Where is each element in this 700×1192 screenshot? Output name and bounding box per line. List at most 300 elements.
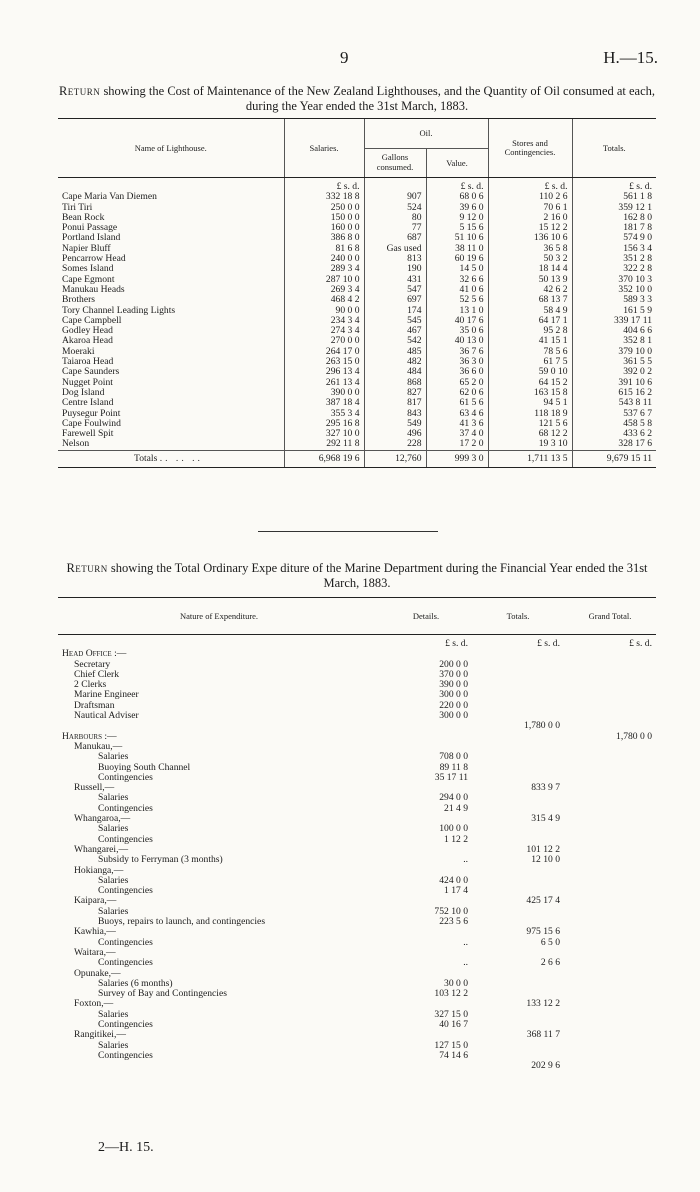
cell-grand [564,752,656,762]
cell-details: 327 15 0 [434,1008,468,1020]
cell-details: 89 11 8 [439,761,468,773]
cell-totals: 392 0 2 [572,367,656,377]
totals-label: Totals .. .. .. [58,450,284,467]
cell-salaries: 250 0 0 [284,203,364,213]
cell-totals: 352 10 0 [572,285,656,295]
cell-gallons: 524 [364,203,426,213]
cell-value: 68 0 6 [426,192,488,202]
cell-stores: 59 0 10 [488,367,572,377]
cell-grand [564,938,656,948]
units-row [58,635,656,650]
expenditure-row [58,917,656,927]
expenditure-row [58,958,656,968]
cell-details: 390 0 0 [439,679,468,691]
expenditure-row [58,804,656,814]
expenditure-label: Salaries (6 months) [98,977,173,989]
cell-grand [564,876,656,886]
lighthouse-row [58,439,656,450]
col-gallons-header: Gallons consumed. [364,148,426,178]
expenditure-label: Kawhia,— [74,926,116,938]
cell-totals: 328 17 6 [572,439,656,450]
cell-salaries: 386 8 0 [284,233,364,243]
page-number: 9 [340,48,349,67]
cell-details: 100 0 0 [439,823,468,835]
cell-grand [564,1061,656,1071]
cell-salaries: 289 3 4 [284,264,364,274]
cell-stores: 18 14 4 [488,264,572,274]
cell-gallons: 482 [364,357,426,367]
cell-gallons: 228 [364,439,426,450]
units-cell: £ s. d. [537,638,560,649]
cell-stores: 136 10 6 [488,233,572,243]
lighthouse-name-text: Dog Island [62,386,105,398]
cell-totals [472,876,564,886]
cell-grand [564,999,656,1009]
cell-salaries: 270 0 0 [284,336,364,346]
cell-value: 36 7 6 [426,347,488,357]
cell-gallons: 545 [364,316,426,326]
cell-details: .. [463,854,468,866]
cell-grand [564,948,656,958]
cell-totals: 425 17 4 [526,895,560,907]
cell-salaries: 332 18 8 [284,192,364,202]
expenditure-row [58,866,656,876]
cell-salaries: 264 17 0 [284,347,364,357]
cell-grand [564,763,656,773]
return2-title-text: showing the Total Ordinary Expe diture of the Marine Department during the Financial Year ended the 31st March, 1883. [110,561,648,590]
expenditure-label [58,1061,380,1071]
col-totals-header: Totals. [572,119,656,178]
cell-details: 127 15 0 [434,1039,468,1051]
expenditure-row [58,1061,656,1071]
cell-totals: 615 16 2 [572,388,656,398]
cell-value: 14 5 0 [426,264,488,274]
expenditure-label: Survey of Bay and Contingencies [98,988,227,1000]
cell-grand [564,866,656,876]
cell-salaries: 234 3 4 [284,316,364,326]
cell-value: 63 4 6 [426,409,488,419]
cell-stores: 36 5 8 [488,244,572,254]
lighthouse-name-text: Cape Foulwind [62,417,121,429]
cell-totals [472,979,564,989]
cell-details: 21 4 9 [444,802,468,814]
cell-grand [564,660,656,670]
cell-salaries: 287 10 0 [284,275,364,285]
cell-salaries: 261 13 4 [284,378,364,388]
lighthouse-name-text: Brothers [62,294,96,306]
cell-details: 35 17 11 [434,771,468,783]
cell-value: 40 17 6 [426,316,488,326]
expenditure-row [58,680,656,690]
lighthouse-name-text: Taiaroa Head [62,356,114,368]
cell-value: 38 11 0 [426,244,488,254]
cell-details: 708 0 0 [439,751,468,763]
lighthouse-name-text: Cape Egmont [62,273,115,285]
col-details-header: Details. [380,598,472,635]
cell-details [380,845,472,855]
cell-value: 60 19 6 [426,254,488,264]
cell-gallons: 907 [364,192,426,202]
lighthouse-name-text: Nugget Point [62,376,113,388]
cell-gallons: 542 [364,336,426,346]
page-footer-signature: 2—H. 15. [98,1140,154,1155]
return1-title-text: showing the Cost of Maintenance of the New Zealand Lighthouses, and the Quantity of Oil consumed at each, during the Year ended the 31st March, 1883. [103,84,656,113]
cell-gallons: 174 [364,306,426,316]
expenditure-row [58,742,656,752]
cell-totals: 352 8 1 [572,336,656,346]
cell-value: 17 2 0 [426,439,488,450]
lighthouse-name-text: Ponui Passage [62,222,118,234]
cell-details: 220 0 0 [439,699,468,711]
expenditure-label: Head Office :— [62,648,127,660]
cell-salaries: 355 3 4 [284,409,364,419]
col-oil-header: Oil. [364,119,488,149]
expenditure-label: Contingencies [98,1018,153,1030]
cell-details: 30 0 0 [444,977,468,989]
expenditure-label: Manukau,— [74,740,123,752]
expenditure-label: Chief Clerk [74,668,120,680]
total-salaries: 6,968 19 6 [284,450,364,467]
cell-details: 223 5 6 [439,916,468,928]
cell-salaries: 160 0 0 [284,223,364,233]
cell-totals: 133 12 2 [526,998,560,1010]
cell-grand [564,742,656,752]
cell-grand [564,855,656,865]
cell-grand [564,1041,656,1051]
lighthouse-name-text: Centre Island [62,397,114,409]
cell-value: 36 6 0 [426,367,488,377]
expenditure-row [58,690,656,700]
cell-gallons: 813 [364,254,426,264]
cell-grand [564,958,656,968]
cell-grand [564,773,656,783]
lighthouse-rows [58,178,656,451]
cell-totals: 361 5 5 [572,357,656,367]
cell-stores: 19 3 10 [488,439,572,450]
cell-stores: 78 5 6 [488,347,572,357]
expenditure-label: Russell,— [74,782,115,794]
cell-totals [472,660,564,670]
cell-gallons: 687 [364,233,426,243]
expenditure-row [58,649,656,659]
cell-value: 5 15 6 [426,223,488,233]
cell-gallons: 496 [364,429,426,439]
cell-value: 62 0 6 [426,388,488,398]
cell-gallons: 431 [364,275,426,285]
expenditure-label: Salaries [98,751,129,763]
total-stores: 1,711 13 5 [488,450,572,467]
cell-details [380,721,472,731]
cell-totals: 162 8 0 [572,213,656,223]
cell-totals: 156 3 4 [572,244,656,254]
document-reference: H.—15. [603,48,658,67]
expenditure-label: Foxton,— [74,998,114,1010]
expenditure-row [58,773,656,783]
cell-gallons: 827 [364,388,426,398]
cell-details: .. [463,936,468,948]
cell-value: 51 10 6 [426,233,488,243]
cell-totals: 12 10 0 [531,854,560,866]
cell-totals [472,1041,564,1051]
expenditure-label: Contingencies [98,771,153,783]
cell-totals [472,680,564,690]
cell-totals: 368 11 7 [526,1029,560,1041]
cell-salaries: 263 15 0 [284,357,364,367]
cell-totals [472,752,564,762]
expenditure-row [58,783,656,793]
expenditure-row [58,721,656,731]
cell-stores: 64 15 2 [488,378,572,388]
cell-gallons: Gas used [364,244,426,254]
expenditure-label: Marine Engineer [74,689,139,701]
expenditure-row [58,701,656,711]
cell-totals: 458 5 8 [572,419,656,429]
cell-totals [472,1010,564,1020]
total-value: 999 3 0 [426,450,488,467]
col-stores-header: Stores and Contingencies. [488,119,572,178]
cell-grand [564,701,656,711]
cell-totals: 359 12 1 [572,203,656,213]
total-totals: 9,679 15 11 [572,450,656,467]
lighthouse-name-text: Tory Channel Leading Lights [62,304,176,316]
cell-grand [564,814,656,824]
expenditure-row [58,855,656,865]
expenditure-label: Kaipara,— [74,895,117,907]
cell-totals: 379 10 0 [572,347,656,357]
cell-totals: 351 2 8 [572,254,656,264]
cell-totals: 543 8 11 [572,398,656,408]
expenditure-label: Whangarei,— [74,843,129,855]
expenditure-label: Hokianga,— [74,864,124,876]
cell-value: 41 3 6 [426,419,488,429]
cell-grand [564,1020,656,1030]
cell-details: 752 10 0 [434,905,468,917]
cell-gallons: 80 [364,213,426,223]
cell-value: 32 6 6 [426,275,488,285]
cell-totals: 370 10 3 [572,275,656,285]
marine-expenditure-table [58,597,656,1071]
expenditure-label: Buoying South Channel [98,761,191,773]
cell-value: 40 13 0 [426,336,488,346]
lighthouse-name-text: Pencarrow Head [62,253,126,265]
col-nature-header: Nature of Expenditure. [58,598,380,635]
cell-grand [564,783,656,793]
units-cell: £ s. d. [426,178,488,193]
cell-gallons: 868 [364,378,426,388]
expenditure-row [58,835,656,845]
cell-grand [564,680,656,690]
cell-stores: 110 2 6 [488,192,572,202]
lighthouse-name-text: Akaroa Head [62,335,113,347]
cell-grand [564,1010,656,1020]
expenditure-label: Salaries [98,792,129,804]
units-cell: £ s. d. [445,638,468,649]
lighthouse-name [58,439,284,450]
cell-grand [564,989,656,999]
cell-value: 41 0 6 [426,285,488,295]
expenditure-label: Salaries [98,905,129,917]
expenditure-label: Salaries [98,823,129,835]
cell-value: 35 0 6 [426,326,488,336]
cell-grand [564,886,656,896]
cell-stores: 50 13 9 [488,275,572,285]
cell-grand [564,670,656,680]
expenditure-row [58,814,656,824]
cell-value: 39 6 0 [426,203,488,213]
cell-totals [472,732,564,742]
col-grand-total-header: Grand Total. [564,598,656,635]
cell-salaries: 240 0 0 [284,254,364,264]
expenditure-row [58,886,656,896]
lighthouse-name-text: Manukau Heads [62,283,125,295]
cell-stores: 61 7 5 [488,357,572,367]
expenditure-label: Contingencies [98,833,153,845]
cell-gallons: 467 [364,326,426,336]
cell-salaries: 390 0 0 [284,388,364,398]
cell-details: 103 12 2 [434,988,468,1000]
cell-details: 200 0 0 [439,658,468,670]
expenditure-label: Draftsman [74,699,115,711]
expenditure-label: Contingencies [98,885,153,897]
expenditure-row [58,989,656,999]
cell-details: 1 12 2 [444,833,468,845]
cell-gallons: 697 [364,295,426,305]
cell-salaries: 90 0 0 [284,306,364,316]
expenditure-row [58,938,656,948]
cell-stores: 50 3 2 [488,254,572,264]
cell-stores: 70 6 1 [488,203,572,213]
cell-details: 294 0 0 [439,792,468,804]
cell-totals: 975 15 6 [526,926,560,938]
units-row [58,178,656,193]
expenditure-row [58,999,656,1009]
cell-stores: 41 15 1 [488,336,572,346]
cell-details: .. [463,957,468,969]
expenditure-label: Subsidy to Ferryman (3 months) [98,854,223,866]
cell-salaries: 327 10 0 [284,429,364,439]
expenditure-label: Buoys, repairs to launch, and contingencies [98,916,266,928]
lighthouse-name-text: Bean Rock [62,211,105,223]
expenditure-label: Salaries [98,1039,129,1051]
cell-stores: 94 5 1 [488,398,572,408]
col-name-header: Name of Lighthouse. [58,119,284,178]
cell-totals: 589 3 3 [572,295,656,305]
expenditure-row [58,660,656,670]
expenditure-row [58,670,656,680]
cell-grand [564,896,656,906]
cell-totals [472,969,564,979]
cell-totals: 181 7 8 [572,223,656,233]
cell-salaries: 292 11 8 [284,439,364,450]
lighthouse-name-text: Moeraki [62,345,95,357]
cell-salaries: 269 3 4 [284,285,364,295]
page-header [0,48,700,70]
expenditure-row [58,896,656,906]
return1-title-lead: Return [58,84,101,98]
expenditure-row [58,732,656,742]
expenditure-rows [58,635,656,1072]
cell-grand [564,1051,656,1061]
lighthouse-name-text: Puysegur Point [62,407,121,419]
total-gallons: 12,760 [364,450,426,467]
cell-totals [472,763,564,773]
cell-value: 61 5 6 [426,398,488,408]
cell-details [380,927,472,937]
cell-totals: 202 9 6 [531,1060,560,1072]
cell-value: 36 3 0 [426,357,488,367]
cell-gallons: 77 [364,223,426,233]
cell-totals: 537 6 7 [572,409,656,419]
expenditure-label: Harbours :— [62,730,117,742]
lighthouse-row [58,398,656,408]
cell-stores: 163 15 8 [488,388,572,398]
cell-totals: 101 12 2 [526,843,560,855]
expenditure-label: Rangitikei,— [74,1029,126,1041]
cell-grand [564,649,656,659]
expenditure-row [58,1020,656,1030]
cell-details: 40 16 7 [439,1018,468,1030]
cell-totals [472,670,564,680]
cell-gallons: 485 [364,347,426,357]
cell-value: 37 4 0 [426,429,488,439]
totals-row [58,450,656,467]
cell-salaries: 150 0 0 [284,213,364,223]
units-cell: £ s. d. [629,638,652,649]
cell-details: 1 17 4 [444,885,468,897]
cell-stores: 95 2 8 [488,326,572,336]
cell-gallons: 547 [364,285,426,295]
cell-details: 424 0 0 [439,874,468,886]
cell-totals: 322 2 8 [572,264,656,274]
lighthouse-name-text: Napier Bluff [62,242,111,254]
expenditure-label: Nautical Adviser [74,710,139,722]
cell-grand [564,917,656,927]
expenditure-row [58,1030,656,1040]
lighthouse-cost-table [58,118,656,468]
cell-grand [564,824,656,834]
cell-gallons: 549 [364,419,426,429]
expenditure-label: Opunake,— [74,967,121,979]
cell-grand [564,835,656,845]
cell-stores: 58 4 9 [488,306,572,316]
expenditure-label: Contingencies [98,1049,153,1061]
cell-grand [564,690,656,700]
cell-grand [564,793,656,803]
cell-gallons: 190 [364,264,426,274]
cell-gallons: 484 [364,367,426,377]
cell-gallons: 843 [364,409,426,419]
cell-stores: 118 18 9 [488,409,572,419]
cell-details: 74 14 6 [439,1049,468,1061]
cell-value: 65 2 0 [426,378,488,388]
units-cell: £ s. d. [572,178,656,193]
cell-totals: 1,780 0 0 [524,720,560,732]
cell-salaries: 81 6 8 [284,244,364,254]
cell-value: 52 5 6 [426,295,488,305]
cell-grand [564,1030,656,1040]
cell-totals [472,690,564,700]
cell-totals [472,649,564,659]
lighthouse-name-text: Cape Saunders [62,366,120,378]
expenditure-label: Salaries [98,874,129,886]
cell-salaries: 387 18 4 [284,398,364,408]
cell-stores: 68 13 7 [488,295,572,305]
lighthouse-name-text: Farewell Spit [62,428,114,440]
expenditure-row [58,711,656,721]
cell-salaries: 468 4 2 [284,295,364,305]
cell-grand [564,979,656,989]
cell-totals [472,701,564,711]
